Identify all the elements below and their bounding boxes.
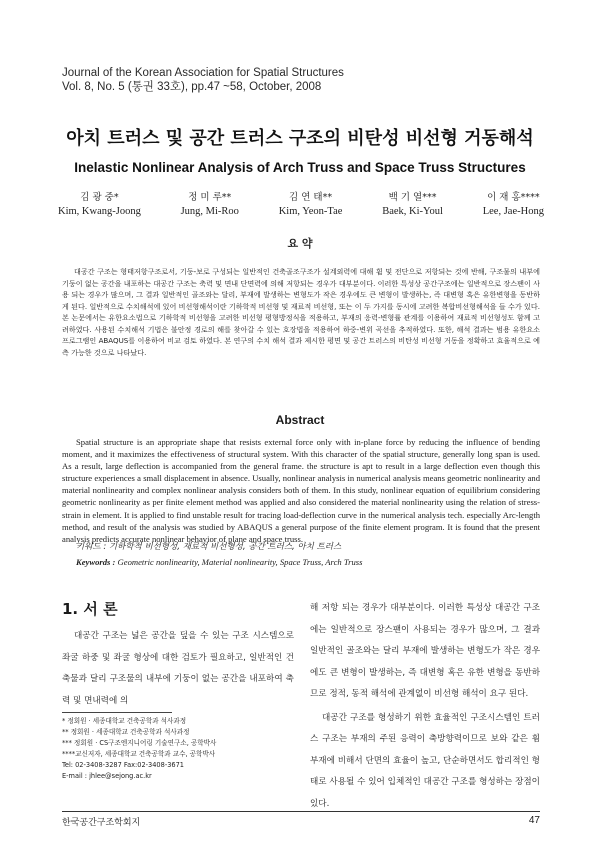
author-name-korean: 김 연 태** <box>289 192 333 203</box>
journal-name: Journal of the Korean Association for Spatial Structures <box>62 67 344 79</box>
footnote: E-mail : jhlee@sejong.ac.kr <box>62 772 152 780</box>
author-name-english: Jung, Mi-Roo <box>180 206 239 217</box>
author-name-english: Kim, Kwang-Joong <box>58 206 141 217</box>
intro-paragraph: 대공간 구조는 넓은 공간을 덮을 수 있는 구조 시스템으로 좌굴 하중 및 좌굴 형상에 대한 검토가 필요하고, 일반적인 건축물과 달리 구조물의 내부에 기둥이 없는 공간을 내포하여 축력 및 면내력에 의 <box>62 631 294 706</box>
paper-title-english: Inelastic Nonlinear Analysis of Arch Truss and Space Truss Structures <box>74 160 526 175</box>
keywords-english-label: Keywords : <box>76 557 116 567</box>
intro-paragraph: 해 저항 되는 경우가 대부분이다. 이러한 특성상 대공간 구조에는 일반적으로 장스팬이 사용되는 경우가 많으며, 그 결과 일반적인 골조와는 달리 부재에 발생하는 변형도가 작은 경우에도 큰 변형이 발생하는, 즉 대변형 혹은 유한 변형을 동반하므로 정적, 동적 해석에 관계없이 비선형 해석이 요구 된다. <box>310 603 540 699</box>
keywords-english-list: Geometric nonlinearity, Material nonlinearity, Space Truss, Arch Truss <box>117 557 363 567</box>
footnotes <box>62 716 300 782</box>
author-name-korean: 정 미 루** <box>188 192 232 203</box>
english-abstract-text: Spatial structure is an appropriate shape that resists external force only with in-plane force by reducing the influence of bending moment, and it maximizes the effectiveness of structural system. With this character of the spatial structure, generally long span is used. As a result, large deflection is accompanied from the general frame. the structure is apt to result in a large deflection even though this structure experiences a small displacement in absence. Usually, nonlinear analysis in numerical analysis means geometric nonlinearity and material nonlinearity and complex nonlinear analysis considers both of them. In this study, nonlinear equation of equilibrium considering geometric nonlinearity as per finite element method was applied and also considered the material nonlinearity using the relation of stress-strain in element. It is applied to find unstable result for tracing load-deflection curve in the numerical analysis tech. especially Arc-length method, and result of the analysis was studied by ABAQUS a general purpose of the finite element program. It is found that the present analysis predicts accurate nonlinear behavior of plane and space truss. <box>62 437 540 544</box>
korean-abstract-text: 대공간 구조는 형태저항구조로서, 기둥-보로 구성되는 일반적인 건축골조구조가 설계외력에 대해 휨 및 전단으로 저항되는 것에 반해, 구조물의 내부에 기둥이 없는 공간을 내포하는 대공간 구조는 축력 및 면내 단면력에 의해 저항되는 경우가 대부분이다. 이러한 특성상 공간구조에는 일반적으로 장스팬이 사용 되는 경우가 많으며, 그 결과 일반적인 골조와는 달리, 부재에 발생하는 변형도가 작은 경우에도 큰 변형이 발생하는, 즉 대변형 혹은 유한변형을 동반하게 된다. 일반적으로 수치해석에 있어 비선형해석이란 기하학적 비선형 및 재료적 비선형, 또는 이 두 가지를 동시에 고려한 복합비선형해석을 들 수가 있다. 본 논문에서는 유한요소법으로 기하학적 비선형을 고려한 비선형 평형방정식을 적용하고, 부재의 응력-변형률 관계를 이용하여 재료적 비선형성도 함께 고려하였다. 사용된 수치해석 기법은 불안정 경로의 해를 찾아갈 수 있는 호장법을 적용하여 하중-변위 곡선을 추적하였다. 또한, 해석 결과는 범용 유한요소 프로그램인 ABAQUS를 이용하여 비교 검토 하였다. 본 연구의 수치 해석 결과 제시한 평면 및 공간 트러스의 비탄성 비선형 거동을 정확하고 효율적으로 예측 가능한 것으로 나타났다. <box>62 267 540 357</box>
author-2 <box>181 191 239 219</box>
keywords-english <box>76 557 362 567</box>
author-name-english: Lee, Jae-Hong <box>482 206 544 217</box>
footnote-divider <box>62 712 172 713</box>
keywords-korean-list: 기하학적 비선형성, 재료적 비선형성, 공간 트러스, 아치 트러스 <box>108 542 342 552</box>
footnote: ** 정회원 · 세종대학교 건축공학과 석사과정 <box>62 728 190 736</box>
author-3 <box>279 191 343 219</box>
intro-paragraph: 대공간 구조를 형성하기 위한 효율적인 구조시스템인 트러스 구조는 부재의 주된 응력이 축방향력이므로 보와 같은 휨 부재에 비해서 단면의 효율이 높고, 단순하면서도 합리적인 형태로 사용될 수 있어 입체적인 대공간 구조를 형성하는 장점이 있다. <box>310 712 540 809</box>
author-list <box>58 191 544 219</box>
author-name-english: Baek, Ki-Youl <box>382 206 443 217</box>
paper-title-korean: 아치 트러스 및 공간 트러스 구조의 비탄성 비선형 거동해석 <box>66 128 534 149</box>
author-name-korean: 김 광 중* <box>80 192 119 203</box>
author-name-english: Kim, Yeon-Tae <box>278 206 343 217</box>
author-4 <box>382 191 443 219</box>
korean-abstract-heading: 요 약 <box>287 237 313 250</box>
footer-divider <box>62 811 540 812</box>
page-number: 47 <box>528 815 540 826</box>
footnote: *** 정회원 · CS구조엔지니어링 기술연구소, 공학박사 <box>62 739 217 747</box>
author-name-korean: 이 재 홍**** <box>487 192 540 203</box>
footnote: Tel: 02-3408-3287 Fax:02-3408-3671 <box>62 761 184 769</box>
english-abstract-heading: Abstract <box>275 413 325 427</box>
footnote: * 정회원 · 세종대학교 건축공학과 석사과정 <box>62 717 187 725</box>
section-title-introduction: 1. 서 론 <box>62 600 118 618</box>
journal-volume: Vol. 8, No. 5 (통권 33호), pp.47 ~58, October, 2008 <box>62 81 322 93</box>
footer-journal-name: 한국공간구조학회지 <box>62 818 141 828</box>
journal-header <box>62 66 344 94</box>
footnote: ****교신저자, 세종대학교 건축공학과 교수, 공학박사 <box>62 750 216 758</box>
intro-column-right <box>310 598 540 815</box>
keywords-korean <box>76 540 341 552</box>
author-5 <box>483 191 544 219</box>
intro-column-left <box>62 626 294 712</box>
author-1 <box>58 191 141 219</box>
keywords-korean-label: 키워드 : <box>76 542 107 552</box>
author-name-korean: 백 기 열*** <box>388 192 437 203</box>
